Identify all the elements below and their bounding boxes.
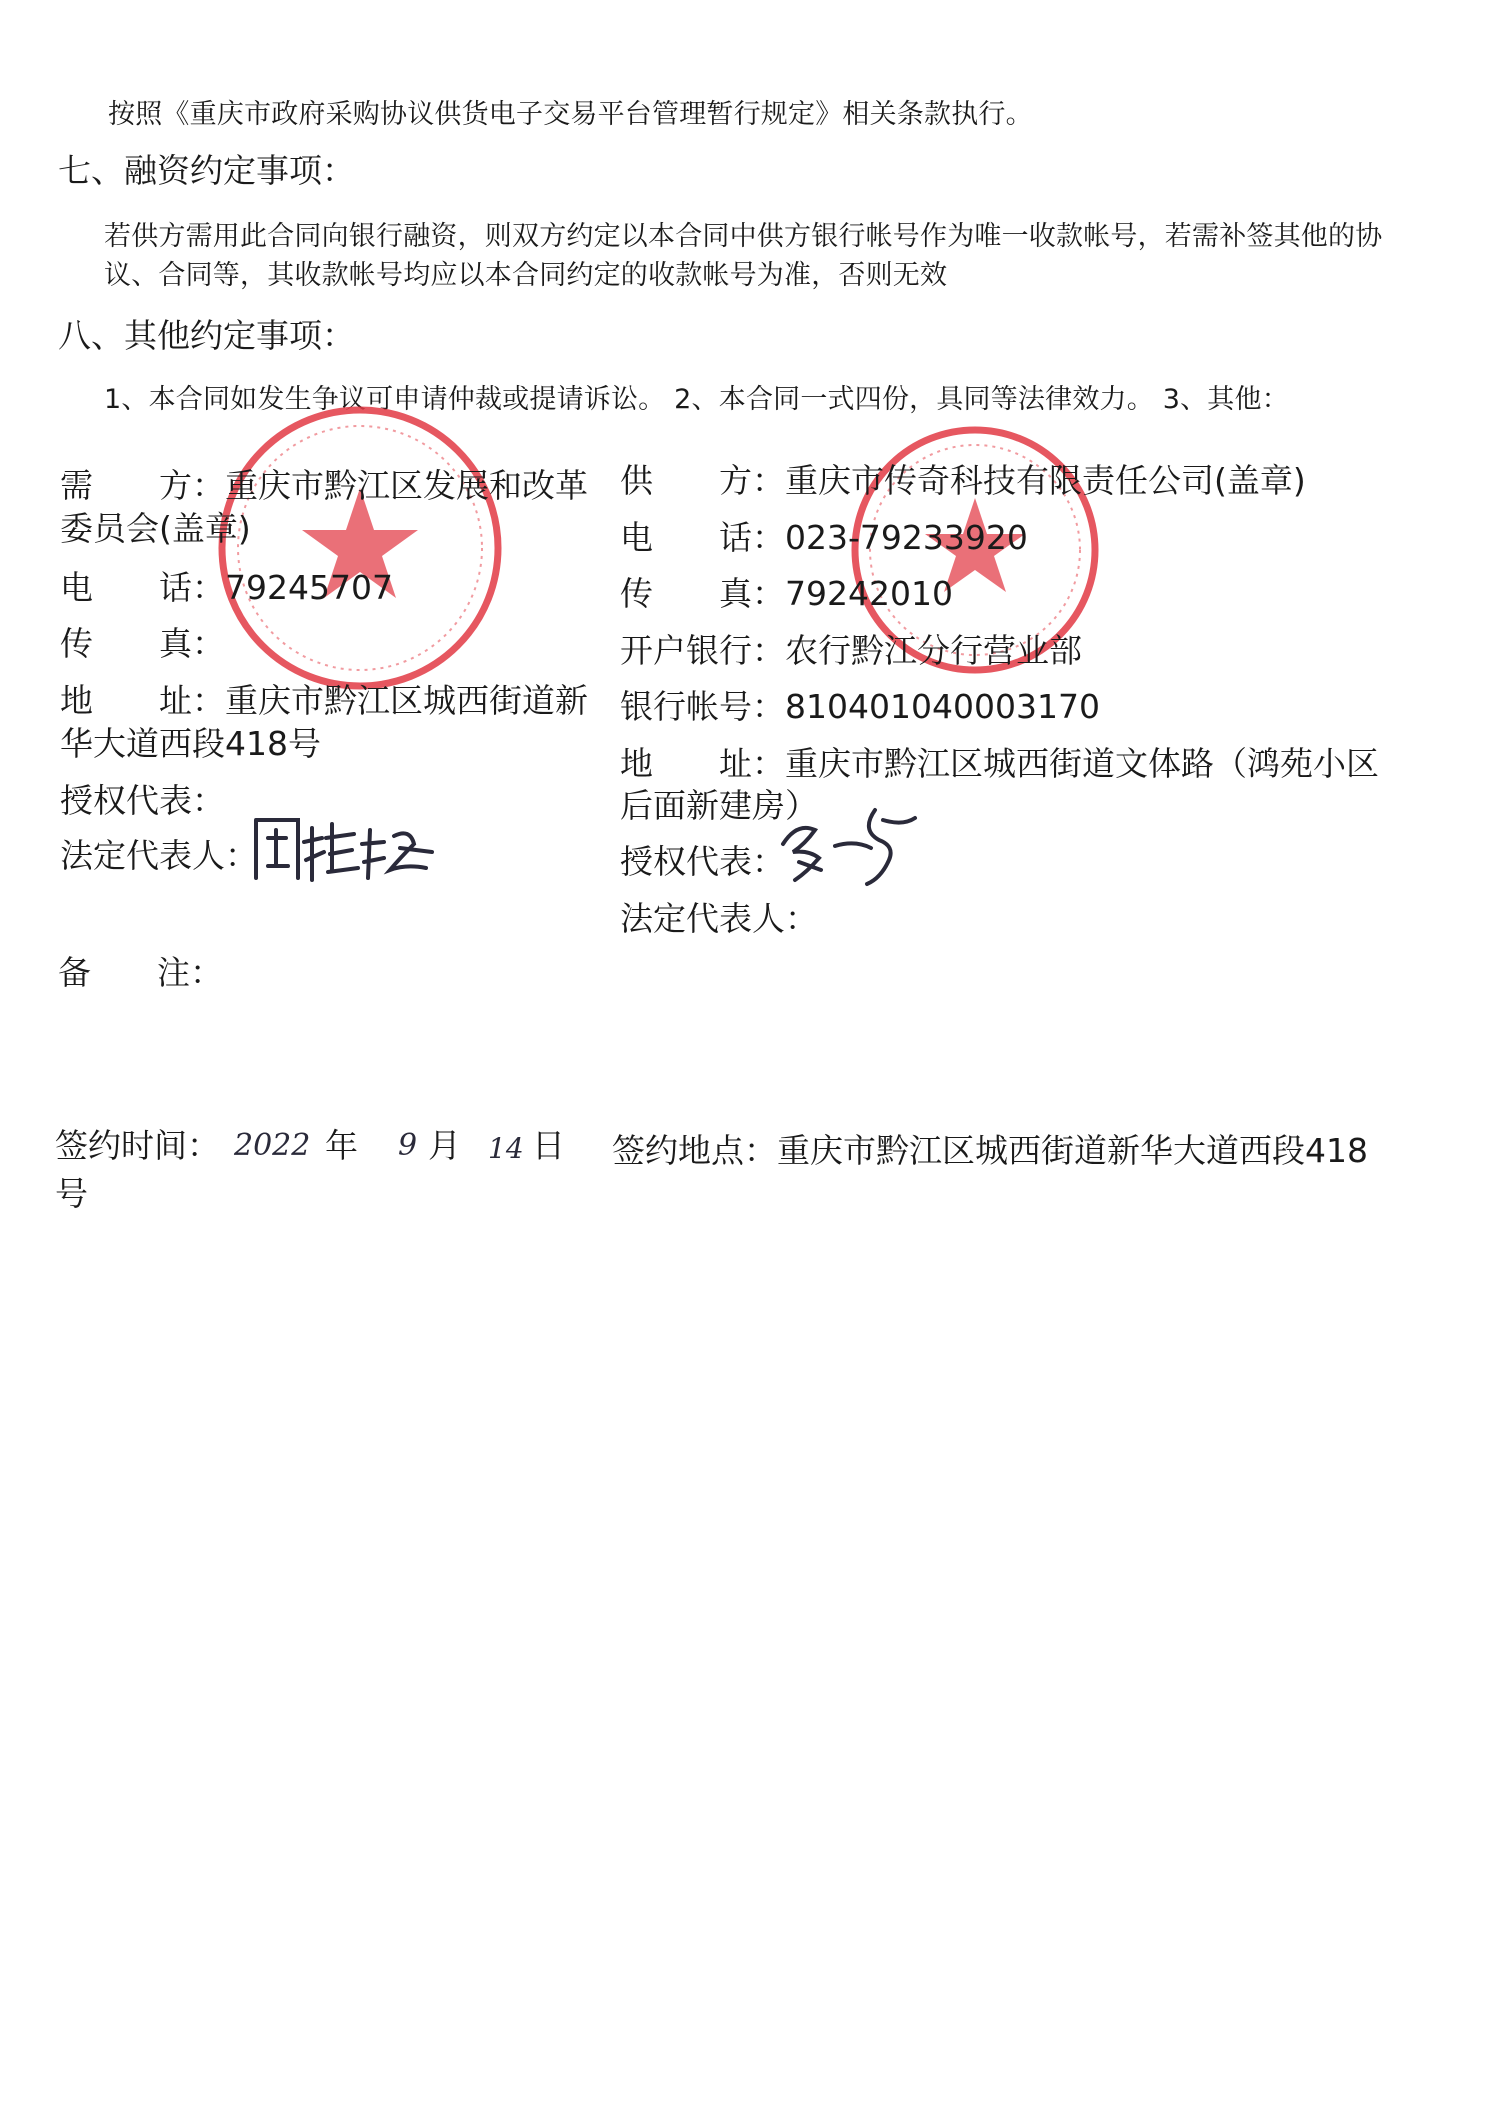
supplier-account <box>620 681 1100 728</box>
buyer-fax-label: 传 真： <box>60 624 225 663</box>
buyer-auth-label: 授权代表： <box>60 781 225 820</box>
sign-year: 2022 <box>234 1128 311 1163</box>
sign-place-cont: 号 <box>55 1174 88 1213</box>
buyer-address-label: 地 址： <box>60 681 225 720</box>
buyer-stamp <box>210 398 510 698</box>
supplier-account-label: 银行帐号： <box>620 687 785 726</box>
supplier-auth-label: 授权代表： <box>620 842 785 881</box>
section-7-line-2: 议、合同等，其收款帐号均应以本合同约定的收款帐号为准，否则无效 <box>104 260 948 291</box>
buyer-phone-label: 电 话： <box>60 568 225 607</box>
section-8-line-1: 1、本合同如发生争议可申请仲裁或提请诉讼。 2、本合同一式四份，具同等法律效力。 3、其他： <box>104 384 1289 415</box>
supplier-account-value: 810401040003170 <box>785 687 1100 726</box>
clause-tail: 按照《重庆市政府采购协议供货电子交易平台管理暂行规定》相关条款执行。 <box>108 99 1033 130</box>
supplier-phone-label: 电 话： <box>620 518 785 557</box>
sign-place <box>612 1125 1368 1172</box>
supplier-fax <box>620 568 953 615</box>
supplier-bank-label: 开户银行： <box>620 631 785 670</box>
supplier-fax-label: 传 真： <box>620 574 785 613</box>
supplier-auth-signature <box>775 800 925 890</box>
supplier-address-label: 地 址： <box>620 744 785 783</box>
buyer-party-label: 需 方： <box>60 466 225 505</box>
supplier-address-value: 重庆市黔江区城西街道文体路（鸿苑小区 <box>785 744 1379 783</box>
section-8-heading: 八、其他约定事项： <box>58 316 355 355</box>
remarks-label: 备 注： <box>58 953 223 992</box>
sign-day: 14 <box>488 1132 524 1165</box>
supplier-party-name: 重庆市传奇科技有限责任公司(盖章) <box>785 461 1306 500</box>
buyer-phone-value: 79245707 <box>225 568 393 607</box>
supplier-bank-value: 农行黔江分行营业部 <box>785 631 1082 670</box>
sign-month-unit: 月 <box>428 1126 461 1165</box>
buyer-address-cont: 华大道西段418号 <box>60 724 321 763</box>
supplier-party-label: 供 方： <box>620 461 785 500</box>
buyer-party-cont: 委员会(盖章) <box>60 509 251 548</box>
supplier-phone-value: 023-79233920 <box>785 518 1028 557</box>
sign-place-value: 重庆市黔江区城西街道新华大道西段418 <box>777 1131 1368 1170</box>
buyer-fax <box>60 618 225 665</box>
buyer-legal-signature <box>250 808 440 888</box>
supplier-address <box>620 738 1379 785</box>
section-7-heading: 七、融资约定事项： <box>58 151 355 190</box>
supplier-legal-label: 法定代表人： <box>620 899 818 938</box>
buyer-phone <box>60 562 393 609</box>
sign-year-unit: 年 <box>325 1126 358 1165</box>
buyer-party <box>60 460 588 507</box>
supplier-fax-value: 79242010 <box>785 574 953 613</box>
supplier-phone <box>620 512 1028 559</box>
buyer-party-name: 重庆市黔江区发展和改革 <box>225 466 588 505</box>
buyer-address <box>60 675 588 722</box>
buyer-legal-label: 法定代表人： <box>60 836 258 875</box>
supplier-address-cont: 后面新建房） <box>620 786 818 825</box>
supplier-bank <box>620 625 1082 672</box>
section-7-line-1: 若供方需用此合同向银行融资，则双方约定以本合同中供方银行帐号作为唯一收款帐号，若需补签其他的协 <box>104 221 1383 252</box>
sign-place-label: 签约地点： <box>612 1131 777 1170</box>
supplier-party <box>620 455 1306 502</box>
buyer-address-value: 重庆市黔江区城西街道新 <box>225 681 588 720</box>
sign-month: 9 <box>398 1128 418 1163</box>
sign-time-label: 签约时间： <box>55 1126 220 1165</box>
sign-day-unit: 日 <box>532 1126 565 1165</box>
